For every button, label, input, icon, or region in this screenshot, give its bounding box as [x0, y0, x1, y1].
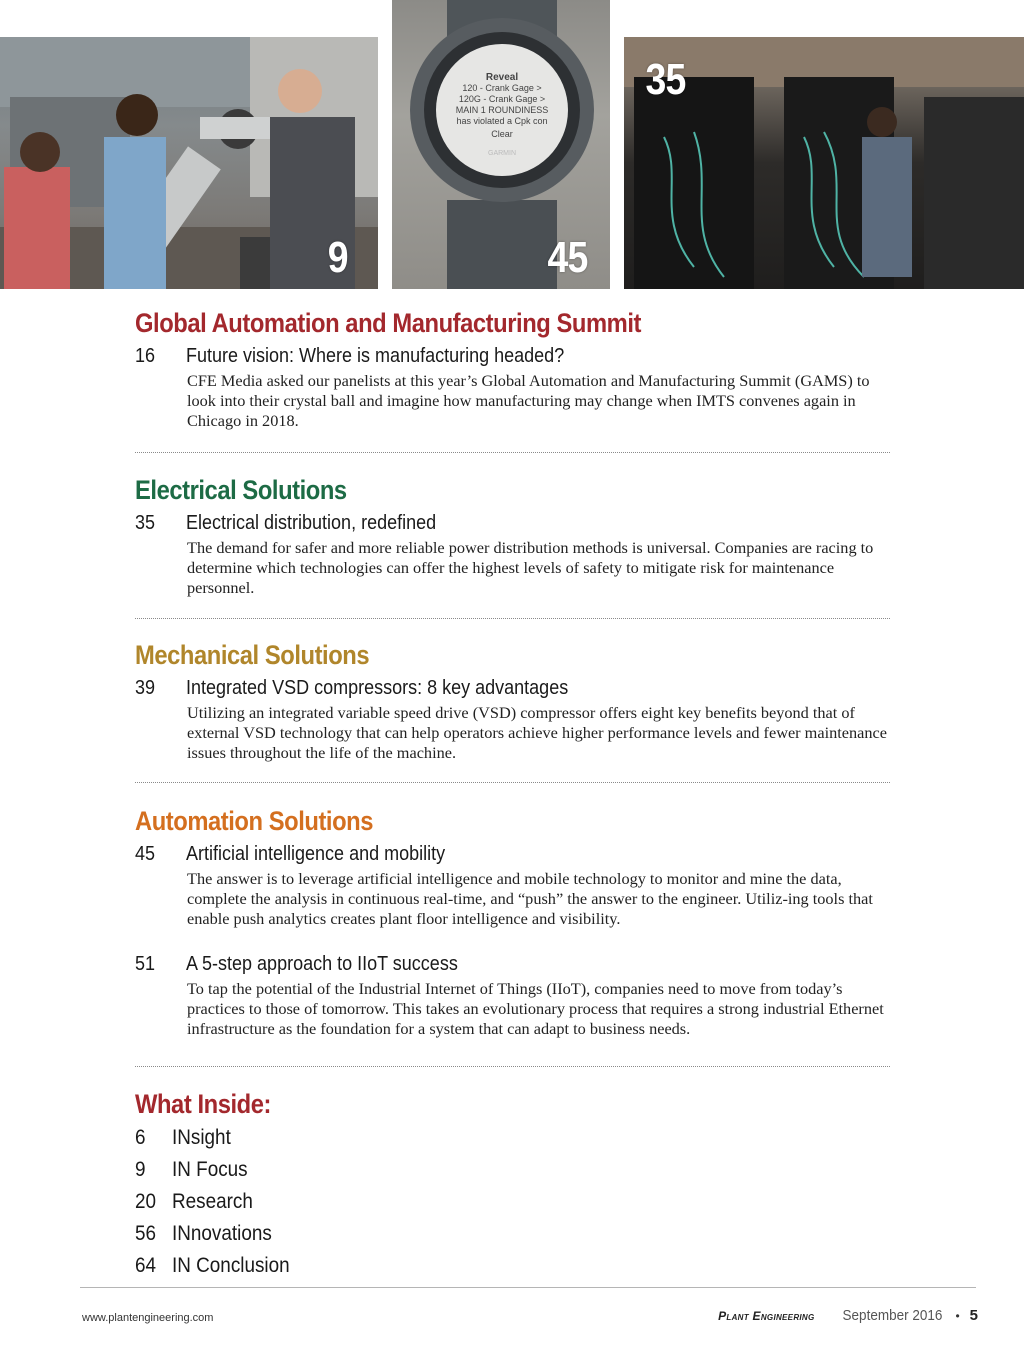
toc-entry-description: Utilizing an integrated variable speed drive (VSD) compressor offers eight key benefits beyond that of external VSD technology that can help operators achieve higher performance levels and fewer maintenance issues throughout the life of the machine.	[187, 703, 887, 762]
watch-screen	[436, 72, 568, 159]
issue-date: September 2016	[842, 1307, 942, 1324]
photo-smartwatch	[392, 0, 610, 289]
toc-page-number: 20	[135, 1190, 157, 1213]
toc-page-number: 51	[135, 953, 156, 975]
toc-entry-title: Future vision: Where is manufacturing headed?	[186, 345, 565, 367]
what-inside-item[interactable]	[135, 1122, 890, 1154]
toc-entry[interactable]	[135, 952, 890, 1039]
watch-screen-line: MAIN 1 ROUNDINESS	[455, 105, 549, 115]
what-inside-label: IN Focus	[172, 1158, 248, 1181]
toc-entry-title: Electrical distribution, redefined	[186, 512, 437, 534]
photo-trade-show-robot-arm	[0, 37, 378, 289]
toc-page-number: 16	[135, 345, 156, 367]
section-title: What Inside:	[135, 1089, 271, 1119]
toc-entry[interactable]	[135, 344, 890, 431]
section-what-inside	[135, 1089, 890, 1282]
page-ref-number: 45	[547, 233, 588, 282]
watch-screen-action: Clear	[491, 129, 513, 139]
toc-entry-title: A 5-step approach to IIoT success	[186, 953, 458, 975]
watch-screen-line: 120G - Crank Gage >	[458, 94, 546, 104]
section-electrical-solutions	[135, 475, 890, 598]
section-divider	[135, 1066, 890, 1067]
section-title: Electrical Solutions	[135, 475, 347, 505]
what-inside-item[interactable]	[135, 1250, 890, 1282]
section-title: Mechanical Solutions	[135, 640, 370, 670]
footer-rule	[80, 1287, 976, 1288]
watch-screen-line: 120 - Crank Gage >	[462, 83, 542, 93]
watch-screen-title: Reveal	[485, 72, 519, 83]
section-title: Automation Solutions	[135, 806, 374, 836]
section-mechanical-solutions	[135, 640, 890, 763]
footer-website-link[interactable]: www.plantengineering.com	[82, 1312, 214, 1324]
page-ref-number: 35	[645, 55, 686, 104]
what-inside-item[interactable]	[135, 1154, 890, 1186]
what-inside-label: Research	[172, 1190, 253, 1213]
toc-entry-title: Artificial intelligence and mobility	[186, 843, 446, 865]
section-global-automation	[135, 308, 890, 431]
section-automation-solutions	[135, 806, 890, 1039]
footer-folio	[718, 1307, 978, 1324]
toc-page-number: 39	[135, 677, 156, 699]
what-inside-label: INnovations	[172, 1222, 272, 1245]
footer-separator: •	[955, 1309, 960, 1323]
section-divider	[135, 452, 890, 453]
toc-page-number: 9	[135, 1158, 146, 1181]
what-inside-label: INsight	[172, 1126, 231, 1149]
toc-page-number: 45	[135, 843, 156, 865]
toc-entry-description: To tap the potential of the Industrial Internet of Things (IIoT), companies need to move from today’s practices to those of tomorrow. This takes an evolutionary process that requires a strong industrial Ethernet infrastructure as the foundation for a system that can adapt to business needs.	[187, 979, 884, 1038]
toc-page-number: 56	[135, 1222, 157, 1245]
toc-entry[interactable]	[135, 676, 890, 763]
what-inside-item[interactable]	[135, 1186, 890, 1218]
page-number: 5	[969, 1307, 978, 1324]
toc-entry[interactable]	[135, 842, 890, 929]
section-divider	[135, 782, 890, 783]
trade-show-illustration	[0, 37, 378, 289]
toc-entry-title: Integrated VSD compressors: 8 key advantages	[186, 677, 569, 699]
what-inside-item[interactable]	[135, 1218, 890, 1250]
watch-brand: GARMIN	[488, 150, 516, 157]
section-divider	[135, 618, 890, 619]
toc-entry-description: CFE Media asked our panelists at this year’s Global Automation and Manufacturing Summit (GAMS) to look into their crystal ball and imagine how manufacturing may change when IMTS convenes again in Chicago in 2018.	[187, 371, 870, 430]
toc-entry-description: The demand for safer and more reliable power distribution methods is universal. Companies are racing to determine which technologies can offer the highest levels of safety to mitigate risk for maintenance personnel.	[187, 538, 874, 597]
toc-page-number: 35	[135, 512, 156, 534]
what-inside-label: IN Conclusion	[172, 1254, 290, 1277]
photo-server-room	[624, 37, 1024, 289]
magazine-name: Plant Engineering	[718, 1309, 815, 1323]
section-title: Global Automation and Manufacturing Summit	[135, 308, 641, 338]
toc-page-number: 64	[135, 1254, 157, 1277]
toc-entry[interactable]	[135, 511, 890, 598]
watch-screen-line: has violated a Cpk con	[456, 116, 548, 126]
page-ref-number: 9	[327, 233, 348, 282]
toc-entry-description: The answer is to leverage artificial intelligence and mobile technology to monitor and mine the data, complete the analysis in continuous real-time, and “push” the answer to the engineer. Utiliz-ing tools that enable push analytics creates plant floor intelligence and visibility.	[187, 869, 873, 928]
toc-page-number: 6	[135, 1126, 146, 1149]
